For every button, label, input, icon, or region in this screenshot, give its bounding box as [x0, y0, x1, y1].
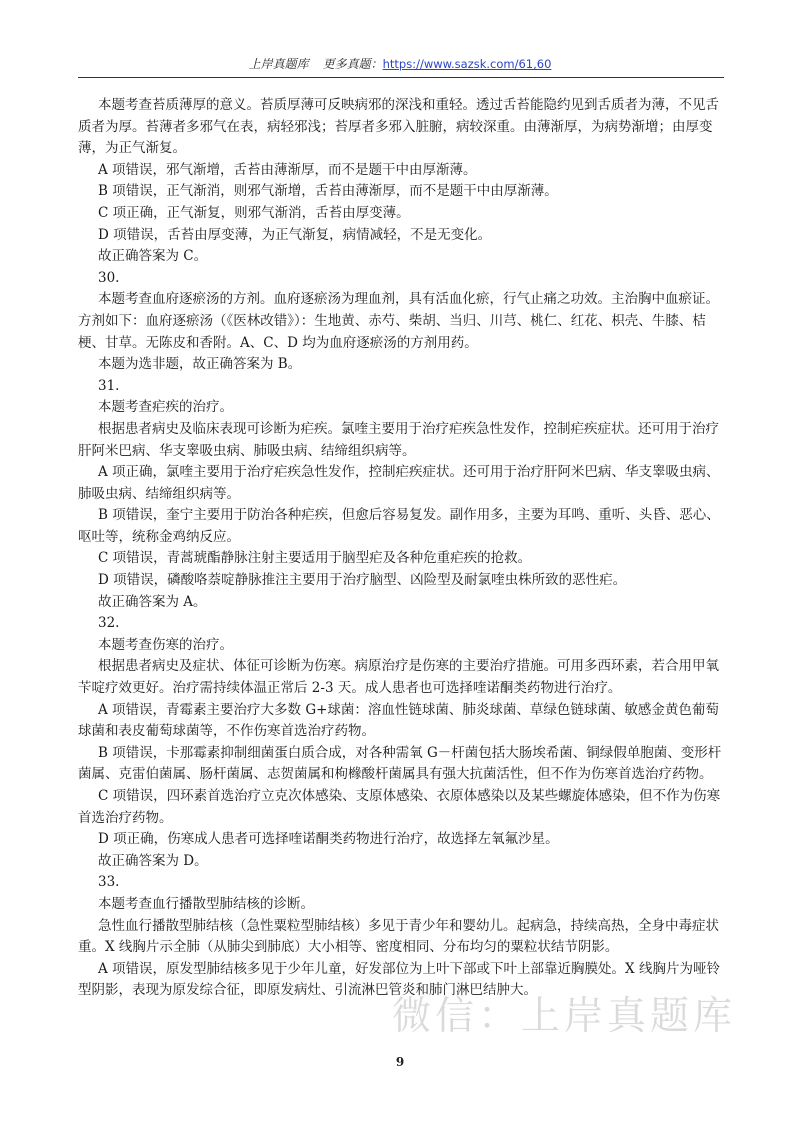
paragraph: 本题考查伤寒的治疗。	[98, 636, 233, 653]
paragraph: D 项正确，伤寒成人患者可选择喹诺酮类药物进行治疗，故选择左氧氟沙星。	[98, 831, 559, 848]
paragraph: A 项错误，青霉素主要治疗大多数 G+球菌：溶血性链球菌、肺炎球菌、草绿色链球菌、敏感金黄色葡萄球菌和表皮葡萄球菌等，不作伤寒首选治疗药物。	[78, 701, 719, 740]
paragraph: 急性血行播散型肺结核（急性粟粒型肺结核）多见于青少年和婴幼儿。起病急，持续高热，全身中毒症状重。X 线胸片示全肺（从肺尖到肺底）大小相等、密度相同、分布均匀的粟粒状结节阴影。	[78, 917, 719, 956]
header-brand: 上岸真题库	[248, 57, 309, 71]
paragraph: 本题考查疟疾的治疗。	[98, 399, 233, 416]
watermark-text: 微信：上岸真题库	[392, 994, 737, 1039]
question-number: 33.	[98, 874, 120, 891]
answer-line: 故正确答案为 A。	[98, 593, 207, 610]
answer-line: 故正确答案为 D。	[98, 852, 208, 869]
question-number: 30.	[98, 269, 120, 286]
page-body	[78, 95, 726, 1002]
paragraph: 本题考查苔质薄厚的意义。苔质厚薄可反映病邪的深浅和重轻。透过舌苔能隐约见到舌质者为薄，不见舌质者为厚。苔薄者多邪气在表，病轻邪浅；苔厚者多邪入脏腑，病较深重。由薄渐厚，为病势渐增；由厚变薄，为正气渐复。	[78, 97, 719, 157]
paragraph: B 项错误，正气渐消，则邪气渐增，舌苔由薄渐厚，而不是题干中由厚渐薄。	[98, 183, 558, 200]
question-number: 32.	[98, 615, 120, 632]
paragraph: B 项错误，奎宁主要用于防治各种疟疾，但愈后容易复发。副作用多，主要为耳鸣、重听、头昏、恶心、呕吐等，统称金鸡纳反应。	[78, 507, 720, 545]
answer-line: 故正确答案为 C。	[98, 248, 208, 265]
paragraph: D 项错误，舌苔由厚变薄，为正气渐复，病情减轻，不是无变化。	[98, 226, 492, 243]
paragraph: A 项错误，邪气渐增，舌苔由薄渐厚，而不是题干中由厚渐薄。	[98, 161, 477, 178]
paragraph: C 项正确，正气渐复，则邪气渐消，舌苔由厚变薄。	[98, 204, 410, 221]
paragraph: 本题考查血行播散型肺结核的诊断。	[98, 895, 314, 912]
paragraph: 本题考查血府逐瘀汤的方剂。血府逐瘀汤为理血剂，具有活血化瘀，行气止痛之功效。主治胸中血瘀证。方剂如下：血府逐瘀汤（《医林改错》）：生地黄、赤芍、柴胡、当归、川芎、桃仁、红花、枳壳、牛膝、桔梗、甘草。无陈皮和香附。A、C、D 均为血府逐瘀汤的方剂用药。	[78, 291, 719, 351]
paragraph: C 项错误，青蒿琥酯静脉注射主要适用于脑型疟及各种危重疟疾的抢救。	[98, 550, 532, 567]
paragraph: C 项错误，四环素首选治疗立克次体感染、支原体感染、衣原体感染以及某些螺旋体感染，但不作为伤寒首选治疗药物。	[78, 788, 721, 826]
paragraph: 根据患者病史及临床表现可诊断为疟疾。氯喹主要用于治疗疟疾急性发作，控制疟疾症状。还可用于治疗肝阿米巴病、华支睾吸虫病、肺吸虫病、结缔组织病等。	[78, 420, 719, 459]
question-number: 31.	[98, 377, 120, 394]
header-url-link[interactable]: https://www.sazsk.com/61,60	[382, 57, 552, 71]
paragraph: B 项错误，卡那霉素抑制细菌蛋白质合成，对各种需氧 G－杆菌包括大肠埃希菌、铜绿假单胞菌、变形杆菌属、克雷伯菌属、肠杆菌属、志贺菌属和枸橼酸杆菌属具有强大抗菌活性，但不作为伤寒首选治疗药物。	[78, 744, 722, 783]
page-number: 9	[395, 1055, 405, 1069]
answer-line: 本题为选非题，故正确答案为 B。	[98, 356, 302, 373]
paragraph: D 项错误，磷酸咯萘啶静脉推注主要用于治疗脑型、凶险型及耐氯喹虫株所致的恶性疟。	[98, 572, 627, 589]
paragraph: A 项正确，氯喹主要用于治疗疟疾急性发作，控制疟疾症状。还可用于治疗肝阿米巴病、华支睾吸虫病、肺吸虫病、结缔组织病等。	[78, 464, 720, 502]
page-header	[0, 56, 800, 72]
header-more-label: 更多真题：	[322, 57, 383, 71]
paragraph: A 项错误，原发型肺结核多见于少年儿童，好发部位为上叶下部或下叶上部靠近胸膜处。X 线胸片为哑铃型阴影，表现为原发综合征，即原发病灶、引流淋巴管炎和肺门淋巴结肿大。	[78, 960, 720, 999]
paragraph: 根据患者病史及症状、体征可诊断为伤寒。病原治疗是伤寒的主要治疗措施。可用多西环素，若合用甲氧苄啶疗效更好。治疗需持续体温正常后 2-3 天。成人患者也可选择喹诺酮类药物进行治疗。	[78, 658, 719, 697]
header-divider	[78, 77, 724, 78]
